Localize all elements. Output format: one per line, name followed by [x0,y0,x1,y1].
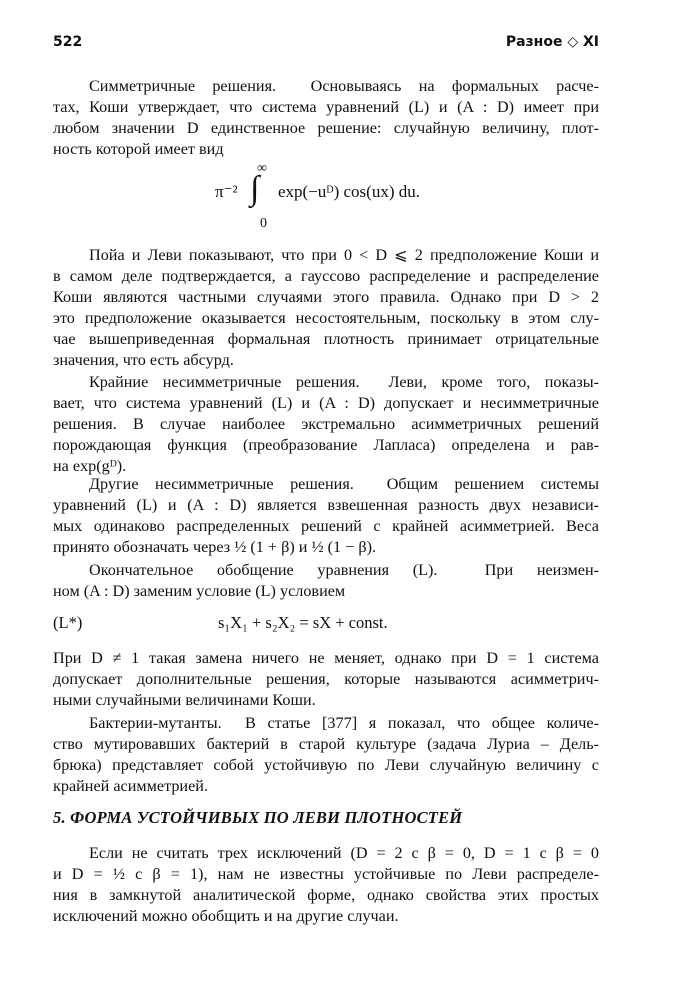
text-line: чае вышеприведенная формальная плотность принимает отрицательные [53,330,599,348]
text-line: мых одинаково распределенных решений с крайней асимметрией. Веса [53,517,599,535]
text-line: и D = ½ с β = 1), нам не известны устойчивые по Леви распределе- [53,865,599,883]
page-number: 522 [53,34,83,50]
text-line: значения, что есть абсурд. [53,351,234,369]
text-line: крайней асимметрией. [53,777,208,795]
text-line: принято обозначать через ½ (1 + β) и ½ (1 − β). [53,538,377,556]
equation-body: s₁X₁ + s₂X₂ = sX + const. [218,613,388,632]
text-line: вает, что система уравнений (L) и (A : D) допускает и несимметричные [53,394,599,412]
text-line: Крайние несимметричные решения. Леви, кроме того, показы- [89,373,599,391]
text-line: Окончательное обобщение уравнения (L). При неизмен- [89,561,599,579]
text-line: Бактерии-мутанты. В статье [377] я показал, что общее количе- [89,714,599,732]
text-line: это предположение оказывается несостоятельным, поскольку в этом слу- [53,309,599,327]
integral-sign: ∫ [250,170,260,207]
text-line: Симметричные решения. Основываясь на формальных расче- [89,77,599,95]
text-line: исключений можно обобщить и на другие случаи. [53,907,399,925]
equation-label: (L*) [53,613,83,632]
running-header: Разное ◇ XI [505,34,599,50]
text-line: тах, Коши утверждает, что система уравнений (L) и (A : D) имеет при [53,98,599,116]
integral-upper-limit: ∞ [257,161,267,176]
text-line: Пойа и Леви показывают, что при 0 < D ⩽ 2 предположение Коши и [89,246,599,264]
text-line: уравнений (L) и (A : D) является взвешенная разность двух независи- [53,496,599,514]
text-line: решения. В случае наиболее экстремально асимметричных решений [53,415,599,433]
text-line: любом значении D единственное решение: случайную величину, плот- [53,119,599,137]
text-line: Коши являются частными случаями этого правила. Однако при D > 2 [53,288,599,306]
text-line: ном (A : D) заменим условие (L) условием [53,582,346,600]
formula-body: exp(−uᴰ) cos(ux) du. [278,182,420,201]
text-line: Если не считать трех исключений (D = 2 с β = 0, D = 1 с β = 0 [89,844,599,862]
text-line: ными случайными величинами Коши. [53,691,316,709]
text-line: Другие несимметричные решения. Общим решением системы [89,475,599,493]
formula-prefix: π⁻² [215,182,238,201]
text-line: брюка) представляет собой устойчивую по Леви случайную величину с [53,756,599,774]
text-line: При D ≠ 1 такая замена ничего не меняет, однако при D = 1 система [53,649,599,667]
text-line: в самом деле подтверждается, а гауссово распределение и распределение [53,267,599,285]
text-line: допускает дополнительные решения, которые называются асимметрич- [53,670,599,688]
section-heading: 5. ФОРМА УСТОЙЧИВЫХ ПО ЛЕВИ ПЛОТНОСТЕЙ [53,808,463,827]
integral-lower-limit: 0 [260,216,267,231]
text-line: ность которой имеет вид [53,140,224,158]
text-line: ство мутировавших бактерий в старой культуре (задача Луриа – Дель- [53,735,599,753]
text-line: на exp(gᴰ). [53,457,127,475]
text-line: порождающая функция (преобразование Лапласа) определена и рав- [53,436,599,454]
text-line: ния в замкнутой аналитической форме, однако свойства этих простых [53,886,599,904]
